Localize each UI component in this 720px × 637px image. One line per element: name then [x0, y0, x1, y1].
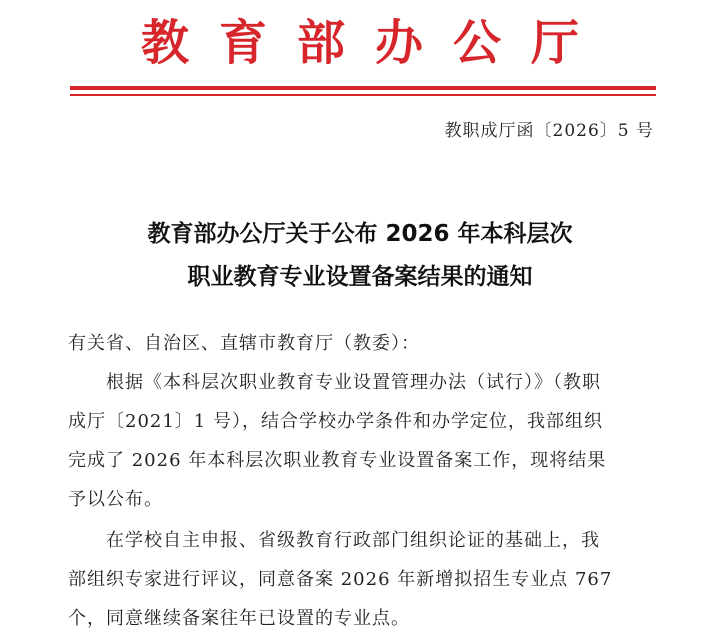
header-red-rule-thick — [70, 86, 656, 90]
body-paragraph-line: 予以公布。 — [68, 489, 163, 510]
body-paragraph-line: 部组织专家进行评议，同意备案 2026 年新增拟招生专业点 767 — [68, 569, 613, 590]
body-paragraph-line: 完成了 2026 年本科层次职业教育专业设置备案工作，现将结果 — [68, 450, 607, 471]
header-red-rule-thin — [70, 94, 656, 96]
document-number: 教职成厅函〔2026〕5 号 — [444, 121, 654, 141]
notice-title-line-2: 职业教育专业设置备案结果的通知 — [187, 264, 533, 290]
body-paragraph-line: 个，同意继续备案往年已设置的专业点。 — [68, 608, 410, 629]
body-paragraph-line: 成厅〔2021〕1 号），结合学校办学条件和办学定位，我部组织 — [68, 411, 603, 432]
salutation-line: 有关省、自治区、直辖市教育厅（教委）： — [68, 333, 420, 354]
body-paragraph-line: 在学校自主申报、省级教育行政部门组织论证的基础上，我 — [68, 530, 600, 551]
issuing-office-title: 教育部办公厅 — [140, 15, 609, 71]
body-paragraph-line: 根据《本科层次职业教育专业设置管理办法（试行）》（教职 — [68, 372, 601, 393]
notice-title-line-1: 教育部办公厅关于公布 2026 年本科层次 — [147, 221, 573, 247]
